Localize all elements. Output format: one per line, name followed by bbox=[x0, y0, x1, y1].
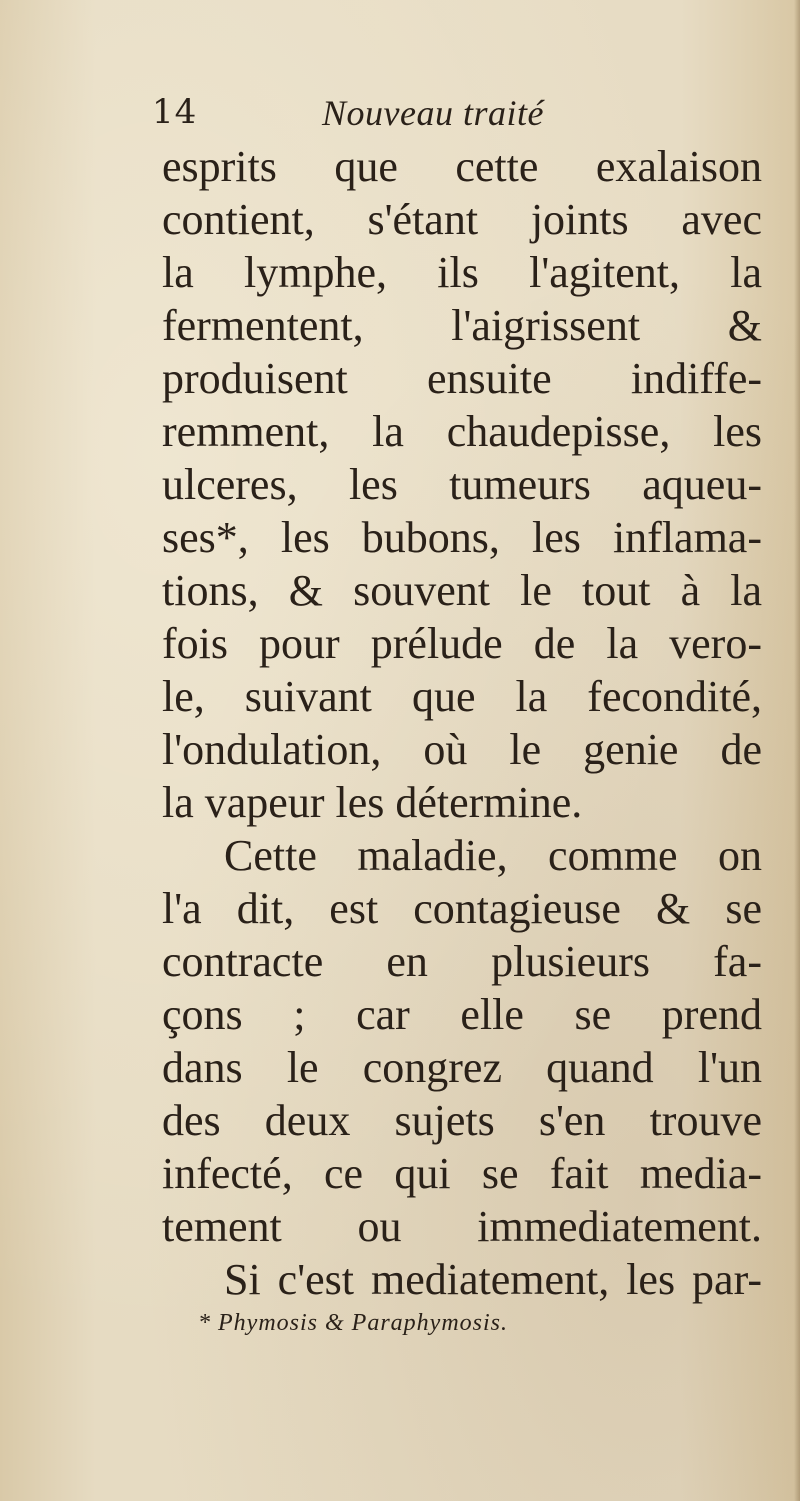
text-line: ses*, les bubons, les inflama- bbox=[162, 513, 762, 562]
text-line: remment, la chaudepisse, les bbox=[162, 407, 762, 456]
text-line: produisent ensuite indiffe- bbox=[162, 354, 762, 403]
page-edge-shadow bbox=[794, 0, 800, 1501]
text-line: tement ou immediatement. bbox=[162, 1202, 762, 1251]
text-line: tions, & souvent le tout à la bbox=[162, 566, 762, 615]
text-line: çons ; car elle se prend bbox=[162, 990, 762, 1039]
footnote: * Phymosis & Paraphymosis. bbox=[198, 1310, 508, 1336]
text-line: Cette maladie, comme on bbox=[224, 831, 762, 880]
text-line: esprits que cette exalaison bbox=[162, 142, 762, 191]
text-line: contient, s'étant joints avec bbox=[162, 195, 762, 244]
body-text bbox=[162, 140, 762, 1306]
text-line: Si c'est mediatement, les par- bbox=[224, 1255, 762, 1304]
text-line: infecté, ce qui se fait media- bbox=[162, 1149, 762, 1198]
running-title: Nouveau traité bbox=[322, 93, 544, 133]
text-line: des deux sujets s'en trouve bbox=[162, 1096, 762, 1145]
text-line: la lymphe, ils l'agitent, la bbox=[162, 248, 762, 297]
text-line: fois pour prélude de la vero- bbox=[162, 619, 762, 668]
page-number: 14 bbox=[152, 92, 198, 132]
text-line: la vapeur les détermine. bbox=[162, 778, 583, 827]
text-line: fermentent, l'aigrissent & bbox=[162, 301, 762, 350]
text-line: contracte en plusieurs fa- bbox=[162, 937, 762, 986]
text-line: ulceres, les tumeurs aqueu- bbox=[162, 460, 762, 509]
text-line: l'ondulation, où le genie de bbox=[162, 725, 762, 774]
text-line: l'a dit, est contagieuse & se bbox=[162, 884, 762, 933]
text-line: dans le congrez quand l'un bbox=[162, 1043, 762, 1092]
text-line: le, suivant que la fecondité, bbox=[162, 672, 762, 721]
page-header bbox=[152, 92, 712, 136]
